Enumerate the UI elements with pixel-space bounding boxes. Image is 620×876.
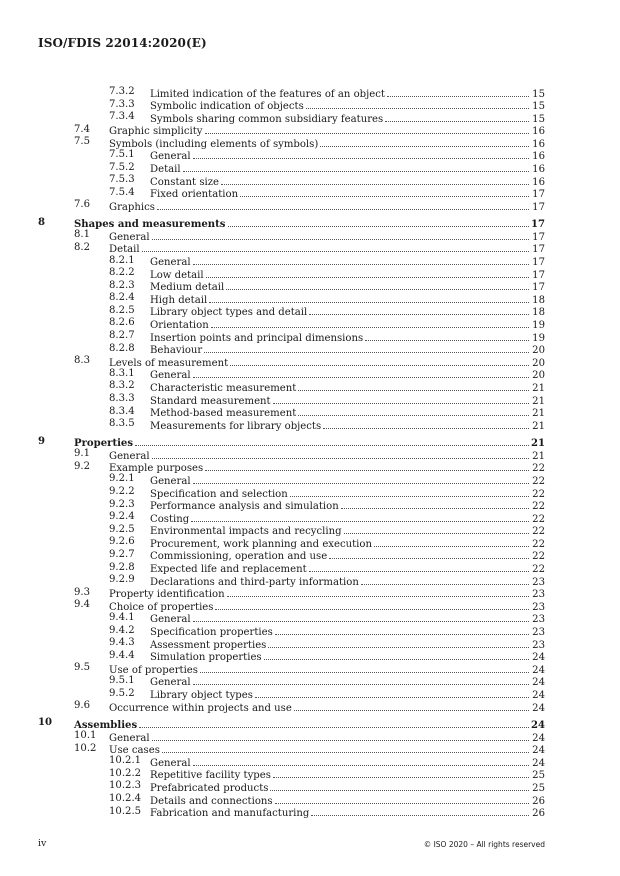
toc-entry-number: 9.2.7 xyxy=(109,548,135,560)
page-footer xyxy=(38,838,545,849)
toc-entry-page: 21 xyxy=(532,382,545,394)
toc-entry-title: Assessment properties xyxy=(150,639,267,651)
toc-entry-title: General xyxy=(150,370,191,382)
toc-entry-number: 8.3.3 xyxy=(109,393,135,405)
dot-leader xyxy=(211,317,529,328)
toc-entry[interactable] xyxy=(38,730,545,743)
toc-entry[interactable] xyxy=(38,793,545,806)
toc-entry-page: 17 xyxy=(532,231,545,243)
toc-entry-title: Commissioning, operation and use xyxy=(150,551,328,563)
toc-entry-page: 25 xyxy=(532,782,545,794)
toc-entry-title: General xyxy=(109,450,150,462)
toc-entry-title: Specification and selection xyxy=(150,488,288,500)
dot-leader xyxy=(320,136,529,147)
toc-entry-page: 24 xyxy=(532,702,545,714)
toc-entry-page: 16 xyxy=(532,151,545,163)
dot-leader xyxy=(221,174,529,185)
toc-entry-number: 8.2.2 xyxy=(109,267,135,279)
dot-leader xyxy=(193,755,529,766)
dot-leader xyxy=(228,217,530,228)
dot-leader xyxy=(230,355,529,366)
toc-entry-page: 19 xyxy=(532,332,545,344)
dot-leader xyxy=(255,688,529,699)
dot-leader xyxy=(157,199,529,210)
toc-entry-number: 10.2.3 xyxy=(109,780,142,792)
toc-entry-number: 8.3.2 xyxy=(109,380,135,392)
toc-entry-title: Example purposes xyxy=(109,463,204,475)
toc-entry-number: 10.2.2 xyxy=(109,767,142,779)
dot-leader xyxy=(139,717,529,728)
toc-entry-number: 8.2.7 xyxy=(109,330,135,342)
toc-entry-title: Method-based measurement xyxy=(150,408,297,420)
dot-leader xyxy=(240,187,529,198)
toc-entry-title: Medium detail xyxy=(150,282,225,294)
dot-leader xyxy=(374,536,529,547)
toc-entry-title: Behaviour xyxy=(150,345,203,357)
toc-entry-title: Fixed orientation xyxy=(150,189,239,201)
toc-entry-number: 9.4.1 xyxy=(109,611,135,623)
toc-entry-title: Limited indication of the features of an object xyxy=(150,88,385,100)
toc-entry-title: General xyxy=(109,732,150,744)
toc-entry-title: Graphics xyxy=(109,201,155,213)
toc-entry-title: Prefabricated products xyxy=(150,782,269,794)
toc-entry[interactable] xyxy=(38,406,545,419)
toc-entry[interactable] xyxy=(38,650,545,663)
toc-entry-page: 17 xyxy=(532,269,545,281)
toc-entry-number: 10 xyxy=(38,717,53,729)
toc-entry[interactable] xyxy=(38,448,545,461)
toc-entry-page: 26 xyxy=(532,795,545,807)
toc-entry-number: 9.2.4 xyxy=(109,511,135,523)
dot-leader xyxy=(209,292,529,303)
toc-entry-title: Symbols sharing common subsidiary features xyxy=(150,113,384,125)
dot-leader xyxy=(275,793,529,804)
toc-entry-page: 17 xyxy=(532,189,545,201)
toc-entry-page: 21 xyxy=(532,408,545,420)
toc-entry-number: 7.5.3 xyxy=(109,174,135,186)
toc-entry-page: 21 xyxy=(532,450,545,462)
toc-entry-page: 22 xyxy=(532,463,545,475)
toc-entry[interactable] xyxy=(38,280,545,293)
toc-entry-title: Fabrication and manufacturing xyxy=(150,808,310,820)
toc-entry[interactable] xyxy=(38,124,545,137)
toc-entry-title: Details and connections xyxy=(150,795,273,807)
dot-leader xyxy=(226,280,529,291)
dot-leader xyxy=(306,99,529,110)
toc-entry-number: 7.5 xyxy=(74,136,91,148)
dot-leader xyxy=(329,549,529,560)
toc-entry-page: 16 xyxy=(532,138,545,150)
toc-entry-page: 21 xyxy=(532,420,545,432)
toc-entry-page: 26 xyxy=(532,808,545,820)
toc-entry-title: Low detail xyxy=(150,269,204,281)
toc-entry-page: 20 xyxy=(532,370,545,382)
dot-leader xyxy=(298,406,529,417)
dot-leader xyxy=(193,473,529,484)
dot-leader xyxy=(193,149,529,160)
dot-leader xyxy=(290,486,529,497)
toc-entry-number: 10.2.1 xyxy=(109,755,142,767)
toc-entry-number: 10.2 xyxy=(74,742,97,754)
dot-leader xyxy=(273,393,529,404)
toc-entry[interactable] xyxy=(38,174,545,187)
toc-entry-title: Insertion points and principal dimensions xyxy=(150,332,364,344)
dot-leader xyxy=(273,768,529,779)
toc-entry[interactable] xyxy=(38,393,545,406)
toc-entry-page: 18 xyxy=(532,294,545,306)
toc-entry-page: 24 xyxy=(532,757,545,769)
toc-entry-title: Occurrence within projects and use xyxy=(109,702,292,714)
toc-entry-number: 9.1 xyxy=(74,448,91,460)
toc-entry-number: 9.2 xyxy=(74,460,91,472)
dot-leader xyxy=(206,267,529,278)
dot-leader xyxy=(387,86,529,97)
toc-entry-page: 22 xyxy=(532,564,545,576)
dot-leader xyxy=(193,612,529,623)
dot-leader xyxy=(344,524,529,535)
dot-leader xyxy=(152,448,529,459)
toc-entry-page: 22 xyxy=(532,488,545,500)
toc-entry[interactable] xyxy=(38,743,545,756)
toc-entry[interactable] xyxy=(38,780,545,793)
toc-entry[interactable] xyxy=(38,136,545,149)
toc-entry[interactable] xyxy=(38,343,545,356)
toc-entry-title: Properties xyxy=(74,438,134,450)
toc-entry[interactable] xyxy=(38,768,545,781)
toc-entry[interactable] xyxy=(38,700,545,713)
toc-entry[interactable] xyxy=(38,162,545,175)
dot-leader xyxy=(309,562,529,573)
toc-entry[interactable] xyxy=(38,625,545,638)
toc-entry-title: General xyxy=(150,677,191,689)
page-number: iv xyxy=(38,838,47,849)
toc-entry-number: 7.3.4 xyxy=(109,111,135,123)
toc-entry-page: 24 xyxy=(532,732,545,744)
toc-entry-page: 23 xyxy=(532,627,545,639)
toc-entry-page: 20 xyxy=(532,345,545,357)
toc-entry[interactable] xyxy=(38,511,545,524)
toc-entry-page: 17 xyxy=(531,219,546,231)
toc-entry-page: 15 xyxy=(532,101,545,113)
toc-entry-page: 24 xyxy=(532,664,545,676)
toc-entry-page: 22 xyxy=(532,513,545,525)
toc-entry-title: Specification properties xyxy=(150,627,273,639)
dot-leader xyxy=(309,305,529,316)
toc-entry-page: 17 xyxy=(532,257,545,269)
toc-entry-title: Library object types xyxy=(150,690,253,701)
toc-entry[interactable] xyxy=(38,549,545,562)
toc-entry-number: 8.2.6 xyxy=(109,317,135,329)
toc-entry-page: 24 xyxy=(531,719,546,731)
toc-entry-number: 8.2.3 xyxy=(109,279,135,291)
toc-entry-title: Simulation properties xyxy=(150,652,262,664)
dot-leader xyxy=(361,574,529,585)
toc-entry-page: 22 xyxy=(532,551,545,563)
toc-entry[interactable] xyxy=(38,717,545,730)
toc-entry-title: Symbols (including elements of symbols) xyxy=(109,138,319,150)
dot-leader xyxy=(227,587,529,598)
toc-entry-page: 22 xyxy=(532,538,545,550)
toc-entry-number: 10.1 xyxy=(74,730,97,742)
toc-entry-page: 17 xyxy=(532,244,545,256)
toc-entry[interactable] xyxy=(38,675,545,688)
toc-entry[interactable] xyxy=(38,149,545,162)
toc-entry-title: Choice of properties xyxy=(109,601,214,613)
toc-entry-page: 25 xyxy=(532,770,545,782)
toc-entry-page: 22 xyxy=(532,501,545,513)
toc-entry-title: Use cases xyxy=(109,745,160,757)
toc-entry-title: Detail xyxy=(109,244,140,256)
toc-entry[interactable] xyxy=(38,187,545,200)
toc-entry-number: 7.3.3 xyxy=(109,98,135,110)
toc-entry-title: Library object types and detail xyxy=(150,307,308,319)
toc-entry-number: 9.4.2 xyxy=(109,624,135,636)
toc-entry-title: Orientation xyxy=(150,319,209,331)
toc-entry-number: 8.2.5 xyxy=(109,304,135,316)
toc-entry[interactable] xyxy=(38,255,545,268)
toc-entry[interactable] xyxy=(38,99,545,112)
toc-entry-number: 9.2.8 xyxy=(109,561,135,573)
toc-entry-title: Procurement, work planning and execution xyxy=(150,538,372,550)
toc-entry-title: Graphic simplicity xyxy=(109,126,203,138)
toc-entry[interactable] xyxy=(38,637,545,650)
toc-entry-number: 7.5.2 xyxy=(109,161,135,173)
toc-entry-title: General xyxy=(109,231,150,243)
toc-entry[interactable] xyxy=(38,217,545,230)
toc-entry-page: 24 xyxy=(532,690,545,701)
toc-entry-number: 8 xyxy=(38,216,46,228)
toc-entry-number: 8.3.1 xyxy=(109,367,135,379)
toc-entry-page: 24 xyxy=(532,745,545,757)
toc-entry-title: High detail xyxy=(150,294,208,306)
toc-entry[interactable] xyxy=(38,574,545,587)
copyright-notice: © ISO 2020 – All rights reserved xyxy=(423,840,545,849)
dot-leader xyxy=(142,242,529,253)
toc-entry-number: 8.3 xyxy=(74,355,91,367)
toc-entry-number: 9.6 xyxy=(74,700,91,712)
toc-entry-number: 9.2.5 xyxy=(109,523,135,535)
toc-entry-page: 21 xyxy=(531,438,546,450)
toc-entry-title: Environmental impacts and recycling xyxy=(150,526,342,538)
toc-entry-title: Repetitive facility types xyxy=(150,770,271,782)
toc-entry[interactable] xyxy=(38,473,545,486)
toc-entry[interactable] xyxy=(38,380,545,393)
toc-entry-number: 9.5 xyxy=(74,662,91,674)
toc-entry-number: 7.3.2 xyxy=(109,86,135,97)
dot-leader xyxy=(298,380,529,391)
toc-entry-number: 8.2.8 xyxy=(109,342,135,354)
toc-entry[interactable] xyxy=(38,755,545,768)
dot-leader xyxy=(270,780,529,791)
toc-entry-page: 24 xyxy=(532,652,545,664)
toc-entry-title: General xyxy=(150,475,191,487)
dot-leader xyxy=(193,255,529,266)
dot-leader xyxy=(275,625,529,636)
toc-entry-page: 16 xyxy=(532,126,545,138)
dot-leader xyxy=(183,162,529,173)
toc-entry[interactable] xyxy=(38,599,545,612)
dot-leader xyxy=(385,111,529,122)
toc-entry-page: 23 xyxy=(532,639,545,651)
dot-leader xyxy=(341,499,529,510)
toc-entry-page: 23 xyxy=(532,601,545,613)
toc-entry-page: 24 xyxy=(532,677,545,689)
toc-entry-number: 7.6 xyxy=(74,199,91,211)
toc-entry-number: 9.2.9 xyxy=(109,574,135,586)
dot-leader xyxy=(264,650,529,661)
toc-entry-title: Assemblies xyxy=(74,719,138,731)
toc-entry-page: 19 xyxy=(532,319,545,331)
toc-entry-number: 8.3.5 xyxy=(109,418,135,430)
dot-leader xyxy=(323,418,529,429)
toc-entry[interactable] xyxy=(38,461,545,474)
toc-entry-number: 9.5.1 xyxy=(109,674,135,686)
toc-entry-page: 16 xyxy=(532,176,545,188)
toc-entry[interactable] xyxy=(38,436,545,449)
toc-entry-number: 7.4 xyxy=(74,123,91,135)
toc-entry-number: 8.3.4 xyxy=(109,405,135,417)
toc-entry-page: 15 xyxy=(532,88,545,100)
toc-entry-number: 7.5.4 xyxy=(109,186,135,198)
toc-entry-page: 23 xyxy=(532,614,545,626)
toc-entry-title: Detail xyxy=(150,164,181,176)
toc-entry[interactable] xyxy=(38,111,545,124)
toc-entry[interactable] xyxy=(38,536,545,549)
table-of-contents xyxy=(38,86,545,818)
dot-leader xyxy=(162,743,529,754)
toc-entry-number: 8.2.1 xyxy=(109,254,135,266)
toc-entry-number: 9.4.3 xyxy=(109,637,135,649)
dot-leader xyxy=(365,330,529,341)
toc-entry-title: Expected life and replacement xyxy=(150,564,307,576)
toc-entry[interactable] xyxy=(38,524,545,537)
toc-entry[interactable] xyxy=(38,688,545,701)
toc-entry-title: Constant size xyxy=(150,176,220,188)
toc-entry[interactable] xyxy=(38,662,545,675)
toc-entry-number: 8.1 xyxy=(74,229,91,241)
toc-entry-page: 22 xyxy=(532,526,545,538)
dot-leader xyxy=(205,461,529,472)
toc-entry-page: 22 xyxy=(532,475,545,487)
toc-entry-title: Standard measurement xyxy=(150,395,271,407)
toc-entry-page: 20 xyxy=(532,357,545,369)
dot-leader xyxy=(152,730,529,741)
toc-entry-page: 18 xyxy=(532,307,545,319)
toc-entry-title: General xyxy=(150,614,191,626)
toc-entry-title: General xyxy=(150,151,191,163)
toc-entry-number: 7.5.1 xyxy=(109,148,135,160)
toc-entry[interactable] xyxy=(38,242,545,255)
toc-entry-title: Characteristic measurement xyxy=(150,382,297,394)
toc-entry-title: Symbolic indication of objects xyxy=(150,101,304,113)
toc-entry-number: 9.4.4 xyxy=(109,649,135,661)
toc-entry-title: Costing xyxy=(150,513,190,525)
dot-leader xyxy=(193,368,529,379)
toc-entry[interactable] xyxy=(38,292,545,305)
toc-entry-page: 23 xyxy=(532,576,545,588)
toc-entry-page: 17 xyxy=(532,282,545,294)
toc-entry-title: Performance analysis and simulation xyxy=(150,501,339,513)
toc-entry-number: 9.2.3 xyxy=(109,498,135,510)
toc-entry-title: Shapes and measurements xyxy=(74,219,226,231)
toc-entry-number: 9.4 xyxy=(74,599,91,611)
toc-entry-title: Property identification xyxy=(109,589,225,601)
dot-leader xyxy=(191,511,529,522)
toc-entry-number: 8.2 xyxy=(74,241,91,253)
toc-entry-title: Levels of measurement xyxy=(109,357,229,369)
toc-entry[interactable] xyxy=(38,418,545,431)
toc-entry-title: General xyxy=(150,257,191,269)
toc-entry[interactable] xyxy=(38,267,545,280)
toc-entry-number: 9.2.1 xyxy=(109,473,135,485)
toc-entry[interactable] xyxy=(38,368,545,381)
toc-entry-page: 17 xyxy=(532,201,545,213)
dot-leader xyxy=(215,599,529,610)
toc-entry-number: 9 xyxy=(38,435,46,447)
toc-entry-page: 15 xyxy=(532,113,545,125)
toc-entry-number: 8.2.4 xyxy=(109,292,135,304)
toc-entry[interactable] xyxy=(38,330,545,343)
toc-entry-number: 10.2.4 xyxy=(109,793,142,805)
toc-entry-number: 10.2.5 xyxy=(109,805,142,817)
toc-entry-number: 9.2.6 xyxy=(109,536,135,548)
dot-leader xyxy=(205,124,530,135)
dot-leader xyxy=(135,436,529,447)
toc-entry[interactable] xyxy=(38,806,545,819)
toc-entry[interactable] xyxy=(38,587,545,600)
toc-entry[interactable] xyxy=(38,305,545,318)
toc-entry[interactable] xyxy=(38,317,545,330)
toc-entry[interactable] xyxy=(38,499,545,512)
dot-leader xyxy=(193,675,529,686)
toc-entry[interactable] xyxy=(38,355,545,368)
dot-leader xyxy=(204,343,529,354)
toc-entry-page: 23 xyxy=(532,589,545,601)
toc-entry-page: 16 xyxy=(532,164,545,176)
toc-entry-number: 9.2.2 xyxy=(109,486,135,497)
toc-entry-number: 9.3 xyxy=(74,586,91,598)
dot-leader xyxy=(268,637,529,648)
toc-entry-title: General xyxy=(150,757,191,769)
toc-entry-title: Measurements for library objects xyxy=(150,420,322,432)
toc-entry-number: 9.5.2 xyxy=(109,687,135,699)
dot-leader xyxy=(200,662,529,673)
toc-entry[interactable] xyxy=(38,199,545,212)
dot-leader xyxy=(152,229,529,240)
toc-entry[interactable] xyxy=(38,486,545,499)
toc-entry-page: 21 xyxy=(532,395,545,407)
toc-entry[interactable] xyxy=(38,229,545,242)
toc-entry[interactable] xyxy=(38,612,545,625)
toc-entry-title: Use of properties xyxy=(109,664,198,676)
dot-leader xyxy=(294,700,529,711)
dot-leader xyxy=(311,806,529,817)
toc-entry[interactable] xyxy=(38,562,545,575)
document-header: ISO/FDIS 22014:2020(E) xyxy=(38,36,207,50)
toc-entry[interactable] xyxy=(38,86,545,99)
toc-entry-title: Declarations and third-party information xyxy=(150,576,359,588)
